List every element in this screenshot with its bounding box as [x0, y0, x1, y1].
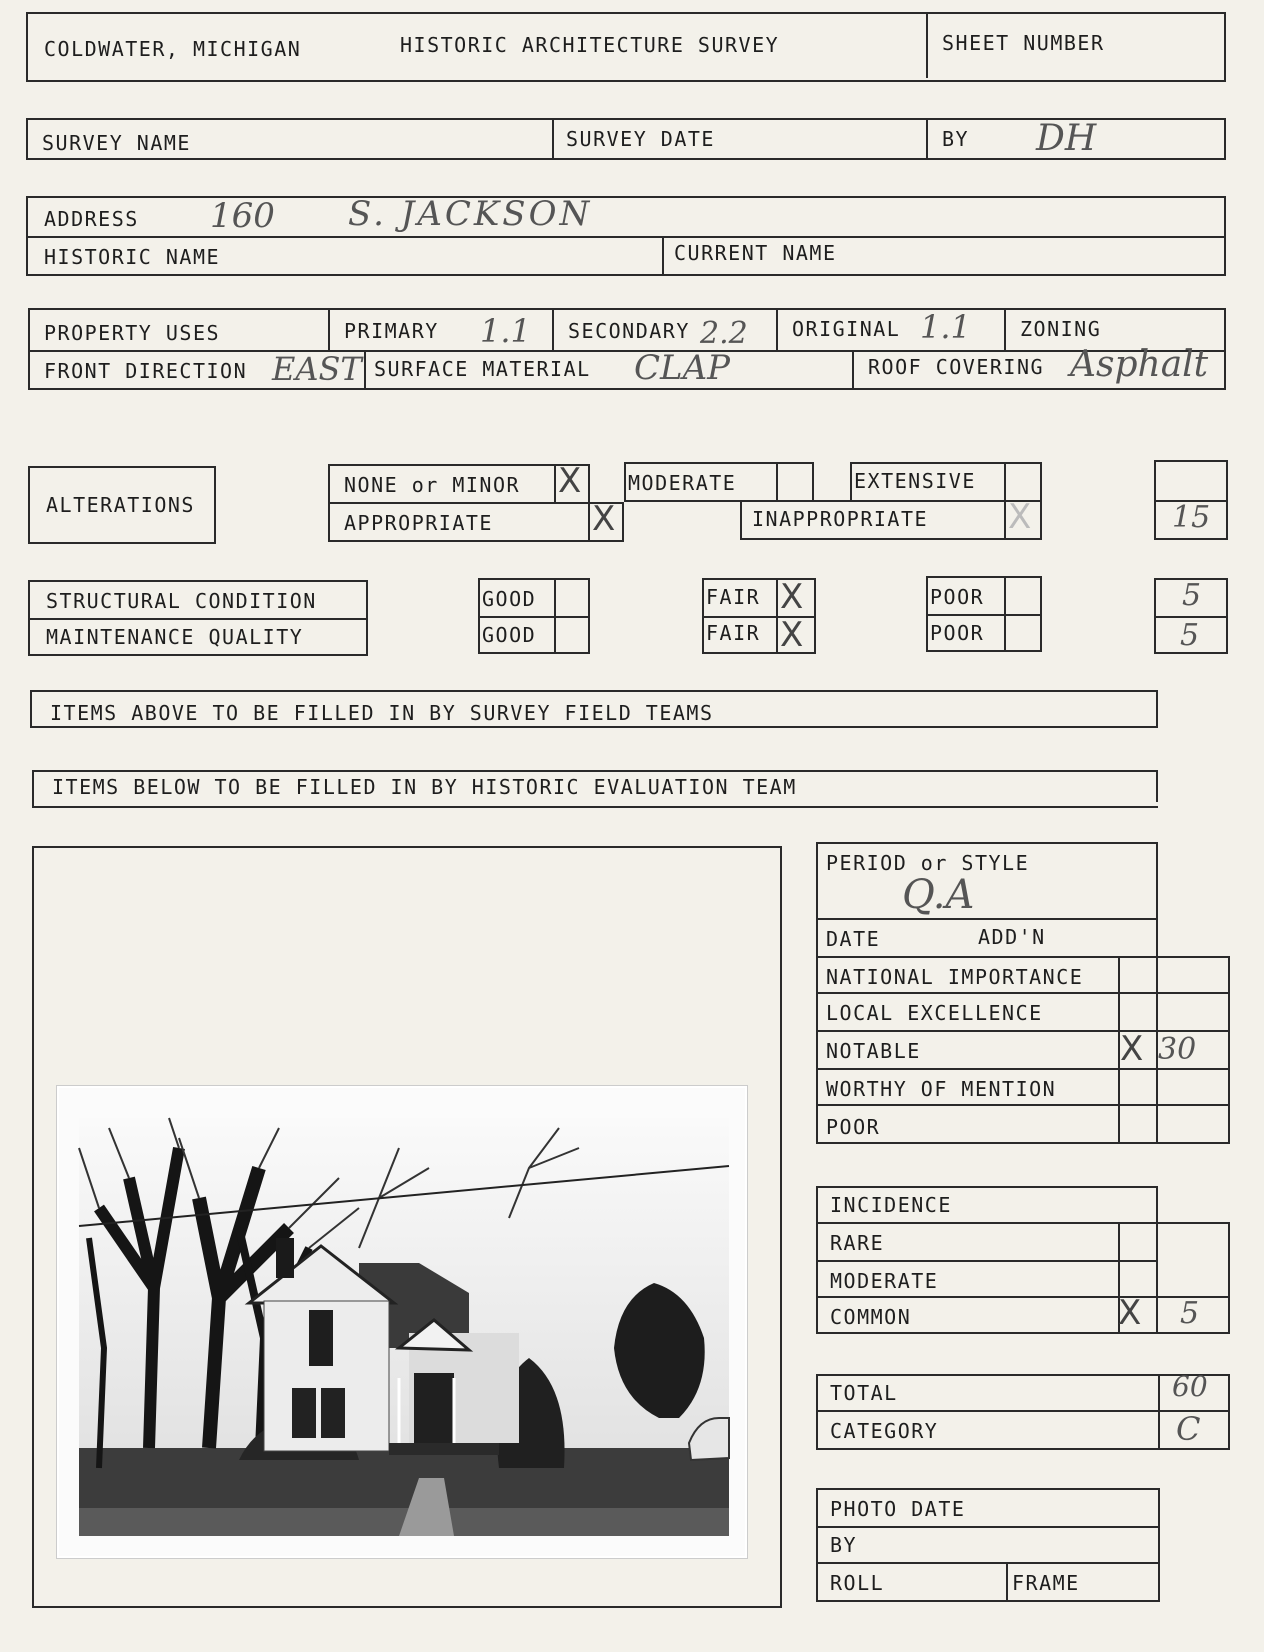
total-value: 60 [1172, 1370, 1208, 1403]
extensive-label: EXTENSIVE [854, 469, 976, 493]
evaluation-poor-label: POOR [826, 1115, 881, 1139]
front-direction-value: EAST [272, 350, 362, 388]
local-excellence-label: LOCAL EXCELLENCE [826, 1001, 1043, 1025]
structural-fair-check: X [780, 577, 804, 617]
inappropriate-check: X [1008, 497, 1032, 537]
maintenance-good-label: GOOD [482, 623, 537, 647]
none-minor-check: X [558, 461, 582, 501]
form-title: HISTORIC ARCHITECTURE SURVEY [400, 33, 780, 57]
sheet-number-label: SHEET NUMBER [942, 31, 1105, 55]
alterations-label: ALTERATIONS [46, 493, 195, 517]
roof-covering-label: ROOF COVERING [868, 355, 1045, 379]
moderate-label: MODERATE [628, 471, 737, 495]
alterations-score: 15 [1172, 500, 1211, 535]
structural-condition-label: STRUCTURAL CONDITION [46, 589, 317, 613]
items-below-note: ITEMS BELOW TO BE FILLED IN BY HISTORIC EVALUATION TEAM [52, 775, 797, 799]
category-value: C [1176, 1410, 1201, 1448]
period-style-value: Q.A [902, 872, 975, 918]
surface-material-label: SURFACE MATERIAL [374, 357, 591, 381]
zoning-label: ZONING [1020, 317, 1102, 341]
house-photo [56, 1085, 748, 1559]
worthy-of-mention-label: WORTHY OF MENTION [826, 1077, 1057, 1101]
original-value: 1.1 [920, 308, 971, 346]
survey-date-label: SURVEY DATE [566, 127, 715, 151]
property-uses-label: PROPERTY USES [44, 321, 221, 345]
by-value: DH [1036, 118, 1097, 159]
category-label: CATEGORY [830, 1419, 939, 1443]
inappropriate-label: INAPPROPRIATE [752, 507, 929, 531]
national-importance-label: NATIONAL IMPORTANCE [826, 965, 1084, 989]
common-label: COMMON [830, 1305, 912, 1329]
surface-material-value: CLAP [634, 348, 731, 388]
secondary-value: 2.2 [700, 316, 748, 351]
front-direction-label: FRONT DIRECTION [44, 359, 248, 383]
house-photo-image [59, 1088, 745, 1556]
structural-good-label: GOOD [482, 587, 537, 611]
total-label: TOTAL [830, 1381, 898, 1405]
maintenance-fair-label: FAIR [706, 621, 761, 645]
structural-score: 5 [1182, 578, 1202, 613]
incidence-label: INCIDENCE [830, 1193, 952, 1217]
secondary-label: SECONDARY [568, 319, 690, 343]
original-label: ORIGINAL [792, 317, 901, 341]
structural-poor-label: POOR [930, 585, 985, 609]
address-label: ADDRESS [44, 207, 139, 231]
survey-name-label: SURVEY NAME [42, 131, 191, 155]
roll-label: ROLL [830, 1571, 885, 1595]
incidence-moderate-label: MODERATE [830, 1269, 939, 1293]
current-name-label: CURRENT NAME [674, 241, 837, 265]
items-above-note: ITEMS ABOVE TO BE FILLED IN BY SURVEY FIELD TEAMS [50, 701, 714, 725]
addn-label: ADD'N [978, 925, 1046, 949]
city-label: COLDWATER, MICHIGAN [44, 37, 302, 61]
photo-by-label: BY [830, 1533, 858, 1557]
frame-label: FRAME [1012, 1571, 1080, 1595]
structural-fair-label: FAIR [706, 585, 761, 609]
maintenance-quality-label: MAINTENANCE QUALITY [46, 625, 304, 649]
maintenance-fair-check: X [780, 615, 804, 655]
historic-name-label: HISTORIC NAME [44, 245, 221, 269]
address-number: 160 [210, 196, 275, 236]
by-label: BY [942, 127, 970, 151]
address-street: S. JACKSON [348, 194, 593, 234]
primary-value: 1.1 [480, 312, 531, 350]
none-minor-label: NONE or MINOR [344, 473, 521, 497]
notable-check: X [1120, 1029, 1144, 1069]
date-label: DATE [826, 927, 881, 951]
roof-covering-value: Asphalt [1070, 344, 1209, 385]
common-check: X [1118, 1293, 1142, 1333]
appropriate-label: APPROPRIATE [344, 511, 493, 535]
primary-label: PRIMARY [344, 319, 439, 343]
notable-score: 30 [1158, 1032, 1197, 1067]
period-style-label: PERIOD or STYLE [826, 851, 1030, 875]
rare-label: RARE [830, 1231, 885, 1255]
appropriate-check: X [592, 499, 616, 539]
maintenance-score: 5 [1180, 618, 1200, 653]
maintenance-poor-label: POOR [930, 621, 985, 645]
photo-date-label: PHOTO DATE [830, 1497, 966, 1521]
common-score: 5 [1180, 1296, 1200, 1331]
notable-label: NOTABLE [826, 1039, 921, 1063]
